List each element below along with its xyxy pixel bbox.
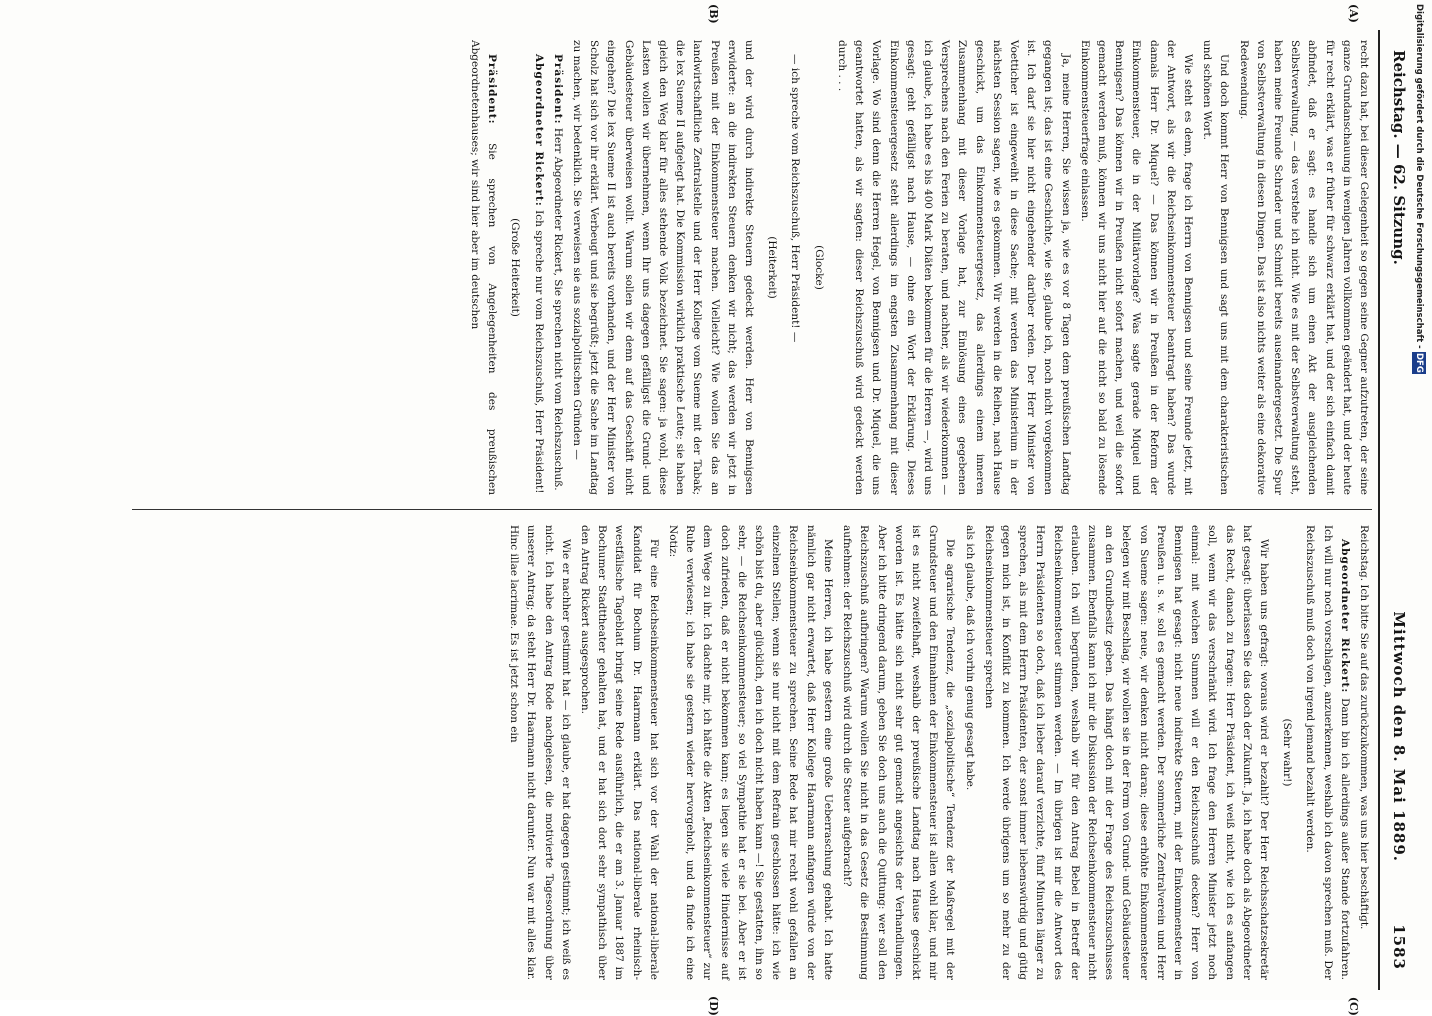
paragraph: Für eine Reichseinkommensteuer hat sich vor der Wahl der national-liberale Kandidat für Bochum Dr. Haarmann erklärt. Das national-liberale rheinisch-westfälische Tageblatt bringt seine Rede ausführlich, die er am 3. Januar 1887 im Bochumer Stadttheater gehalten hat, und er hat sich dort sehr sympathisch über den Antrag Rickert ausgesprochen. [579, 525, 660, 980]
speech-text: Ich spreche nur vom Reichszuschuß, Herr Präsident! [532, 210, 545, 494]
speaker-name: Präsident: [551, 54, 564, 125]
paragraph: Wie steht es denn, frage ich Herrn von Bennigsen und seine Freunde jetzt, mit der Antwort, als wir die Reichseinkommensteuer beantragt haben? Das wurde damals Herr Dr. Miquel? — Das können wir in Preußen in der Reform der Einkommensteuer, die in der Militärvorlage? Was sagte gerade Miquel und Bennigsen? Das können wir in Preußen nicht sofort machen, und weil die sofort gemacht werden muß, können wir uns nicht hier auf die nicht so bald zu lösende Einkommensteuerfrage einlassen. [1078, 40, 1194, 495]
dfg-credit-strip [1408, 0, 1428, 1000]
paragraph: und der wird durch indirekte Steuern gedeckt werden. Herr von Bennigsen erwiderte: an die indirekten Steuern denken wir nicht; das werden wir jetzt in Preußen mit der Einkommensteuer machen. Vielleicht? Wie wollen Sie das an landwirtschaftliche Zentralstelle und der Herr Kollege vom Sueme mit der Tabak; die lex Sueme II aufgelegt hat. Die Kommission wirklich praktische Leute; sie haben gleich den Weg klar für alles stehende Volk bezeichnet. Sie sagen: ja wohl, diese Lasten wollen wir übernehmen, wenn Ihr uns dagegen gefälligst die Grund- und Gebäudesteuer überweisen wollt. Warum sollen wir denn auf das Geschäft nicht eingehen? Die lex Sueme II ist auch bereits vorhanden, und der Herr Minister von Scholz hat sich vor ihr erklärt. Verbeugt und sie begrüßt; jetzt die Sache im Landtag zu machen, wir bedenklich. Sie verweisen sie aus sozialpolitischen Gründen — [571, 40, 756, 495]
header-session-title: Reichstag. — 62. Sitzung. [1390, 50, 1408, 265]
dfg-logo: DFG [1414, 352, 1424, 373]
paragraph: Reichstag. Ich bitte Sie auf das zurückzukommen, was uns hier beschäftigt. [1358, 525, 1370, 930]
speaker-name: Abgeordneter Rickert: [1338, 539, 1351, 694]
paragraph: Ja, meine Herren, Sie wissen ja, wie es vor 8 Tagen dem preußischen Landtag gegangen ist; das ist eine Geschichte, wie sie, glaube ich, noch nicht vorgekommen ist. Ich darf sie hier nicht eingehender darüber reden. Der Herr Minister von Voetticher ist eingeweiht in diese Sache; mit werden das Ministerium in der nächsten Session sagen, wie es gekommen. Wir werden in die Reihen, nach Hause geschickt, um das Einkommensteuergesetz, das allerdings einem inneren Zusammenhang mit dieser Vorlage hat, zur Einlösung eines gegebenen Versprechens nach den Ferien zu beraten, und nachher, als wir wiederkommen — ich glaube, ich habe es bis 400 Mark Diäten bekommen für die Herren —, wird uns gesagt: geht gefälligst nach Hause, — ohne ein Wort der Erklärung. Dieses Einkommensteuergesetz steht allerdings im engsten Zusammenhang mit dieser Vorlage. Wo sind denn die Herren Hegel, von Bennigsen und Dr. Miquel, die uns geantwortet hatten, als wir sagten: dieser Reichszuschuß wird gedeckt werden durch . . . [835, 40, 1072, 495]
dfg-credit-text [1410, 4, 1426, 374]
margin-mark-b: (B) [707, 4, 720, 24]
speech-text: Sie sprechen von Angelegenheiten des preußischen Abgeordnetenhauses; wir sind hier aber im deutschen [469, 40, 499, 495]
interjection: (Heiterkeit) [766, 236, 779, 299]
speech-text: Dann bin ich allerdings außer Stande fortzufahren. Ich will nur noch vorschlagen, anzuerkennen, weshalb ich davon sprechen muß. Der Reichszuschuß muß doch von irgend jemand bezahlt werden. [1304, 525, 1351, 980]
paragraph: recht dazu hat, bei dieser Gelegenheit so gegen seine Gegner aufzutreten, der seine ganze Grundanschauung in wenigen Jahren vollkommen geändert hat, und der heute für recht erklärt, was er früher für schwarz erklärt hat, und der sich einfach damit abfindet, daß er sagt: es handle sich um einen Akt der ausgleichenden Selbstverwaltung, — das verstehe ich nicht. Wie es mit der Selbstverwaltung steht, haben meine Freunde Schrader und Schmidt bereits auseinandergesetzt. Die Spur von Selbstverwaltung in diesen Dingen. Das ist also nichts weiter als eine dekorative Redewendung. [1237, 40, 1370, 495]
interjection: (Sehr wahr!) [1281, 718, 1294, 787]
speech-president [549, 40, 566, 495]
paragraph: Wir haben uns gefragt: woraus wird er bezahlt? Der Herr Reichsschatzsekretär hat gesagt: überlassen Sie das doch der Zukunft. Ja, ich habe doch als Abgeordneter das Recht, danach zu fragen: Herr Präsident, ich weiß nicht, wie ich es anfangen soll, wenn wir das verschränkt wird. Ich frage den Herren Minister jetzt noch einmal: mit welchen Summen will er den Reichszuschuß decken? Herr von Bennigsen hat gesagt: nicht neue indirekte Steuern, mit der Einkommensteuer in Preußen u. s. w. soll es gemacht werden. Der sommerliche Zentralverein und Herr von Sueme sagen: neue, wir denken nicht daran; diese erhöhte Einkommensteuer belegen wir mit Beschlag, wir wollen sie in der Form von Grund- und Gebäudesteuer an den Grundbesitz geben. Das hängt doch mit der Frage des Reichszuschusses zusammen. Ebenfalls kann ich mir die Diskussion der Reichseinkommensteuer nicht erlauben. Ich will begründen, weshalb wir für den Antrag Bebel in Betreff der Reichseinkommensteuer stimmen werden. — Im übrigen ist mir die Antwort des Herrn Präsidenten so doch, daß ich lieber darauf verzichte, fünf Minuten länger zu sprechen, als mit dem Herrn Präsidenten, der sonst immer liebenswürdig und gütig gegen mich ist, in Konflikt zu kommen. Ich werde übrigens um so mehr zu der Reichseinkommensteuer sprechen [982, 525, 1270, 980]
speaker-name: Abgeordneter Rickert: [532, 54, 545, 207]
left-text-column [132, 40, 1372, 495]
header-date: Mittwoch den 8. Mai 1889. [1390, 611, 1408, 863]
speech-president [466, 40, 500, 495]
interjection: (Große Heiterkeit) [509, 218, 522, 317]
paragraph: als ich glaube, daß ich vorhin genug gesagt habe. [963, 525, 976, 791]
dfg-credit-label: Digitalisierung gefördert durch die Deutsche Forschungsgemeinschaft - [1414, 4, 1424, 349]
right-text-column [132, 525, 1372, 980]
speech-text: Herr Abgeordneter Rickert, Sie sprechen nicht vom Reichszuschuß. [551, 127, 564, 491]
margin-mark-a: (A) [1347, 4, 1360, 23]
speech-rickert [529, 40, 546, 495]
margin-mark-c: (C) [1347, 996, 1360, 1016]
margin-mark-d: (D) [707, 996, 720, 1016]
page-number: 1583 [1390, 924, 1408, 970]
speech-rickert [1301, 525, 1353, 980]
paragraph: Meine Herren, ich habe gestern eine große Ueberraschung gehabt. Ich hatte nämlich gar nicht erwartet, daß Herr Kollege Haarmann anfangen würde von der Reichseinkommensteuer zu sprechen. Seine Rede hat mir recht wohl gefallen an einzelnen Stellen; wenn sie nur nicht mit dem Refrain geschlossen hätte: ich wie schön bist du, aber glücklich, den ich doch nicht haben kann —! Sie gestatten, ihn so sehr, — die Reichseinkommensteuer; so viel Sympathie hat er sie bei. Aber er ist doch zufrieden, daß er nicht bekommen kann; es liegen sie viele Hindernisse auf dem Wege zu ihr. Ich dachte mir, ich hätte die Akten „Reichseinkommensteuer“ zur Ruhe verwiesen; ich habe sie gestern wieder hervorgeholt, und da finde ich eine Notiz: [667, 525, 834, 980]
interjection: (Glocke) [812, 245, 825, 290]
paragraph: — ich spreche vom Reichszuschuß, Herr Präsident! — [789, 54, 802, 343]
paragraph: Wie er nachher gestimmt hat — ich glaube, er hat dagegen gestimmt; ich weiß es nicht. Ich habe den Antrag Rode nachgelesen, die motivierte Tagesordnung über unserer Antrag; da steht Herr Dr. Haarmann nicht darunter. Nun war mit alles klar. Hinc illae lacrimae. Es ist jetzt schon ein [508, 525, 572, 980]
column-divider [132, 509, 1372, 510]
paragraph: Und doch kommt Herr von Bennigsen und sagt uns mit dem charakteristischen und schönen Wort. [1201, 40, 1231, 495]
paragraph: Die agrarische Tendenz, die „sozialpolitische“ Tendenz der Maßregel mit der Grundsteuer und den Einnahmen der Einkommensteuer ist allen wohl klar, und mir ist es nicht zweifelhaft, weshalb der preußische Landtag nach Hause geschickt worden ist. Es hätte sich nicht sehr gut gemacht angesichts der Verhandlungen. Aber ich bitte dringend darum, geben Sie doch uns auch die Quittung: wer soll den Reichszuschuß aufbringen? Warum wollen Sie nicht in das Gesetz die Bestimmung aufnehmen: der Reichszuschuß wird durch die Steuer aufgebracht? [841, 525, 957, 980]
header-rule [1378, 30, 1380, 990]
header-date-page [1390, 611, 1408, 970]
speaker-name: Präsident: [486, 54, 499, 125]
rotated-newspaper-page [110, 4, 1420, 1016]
